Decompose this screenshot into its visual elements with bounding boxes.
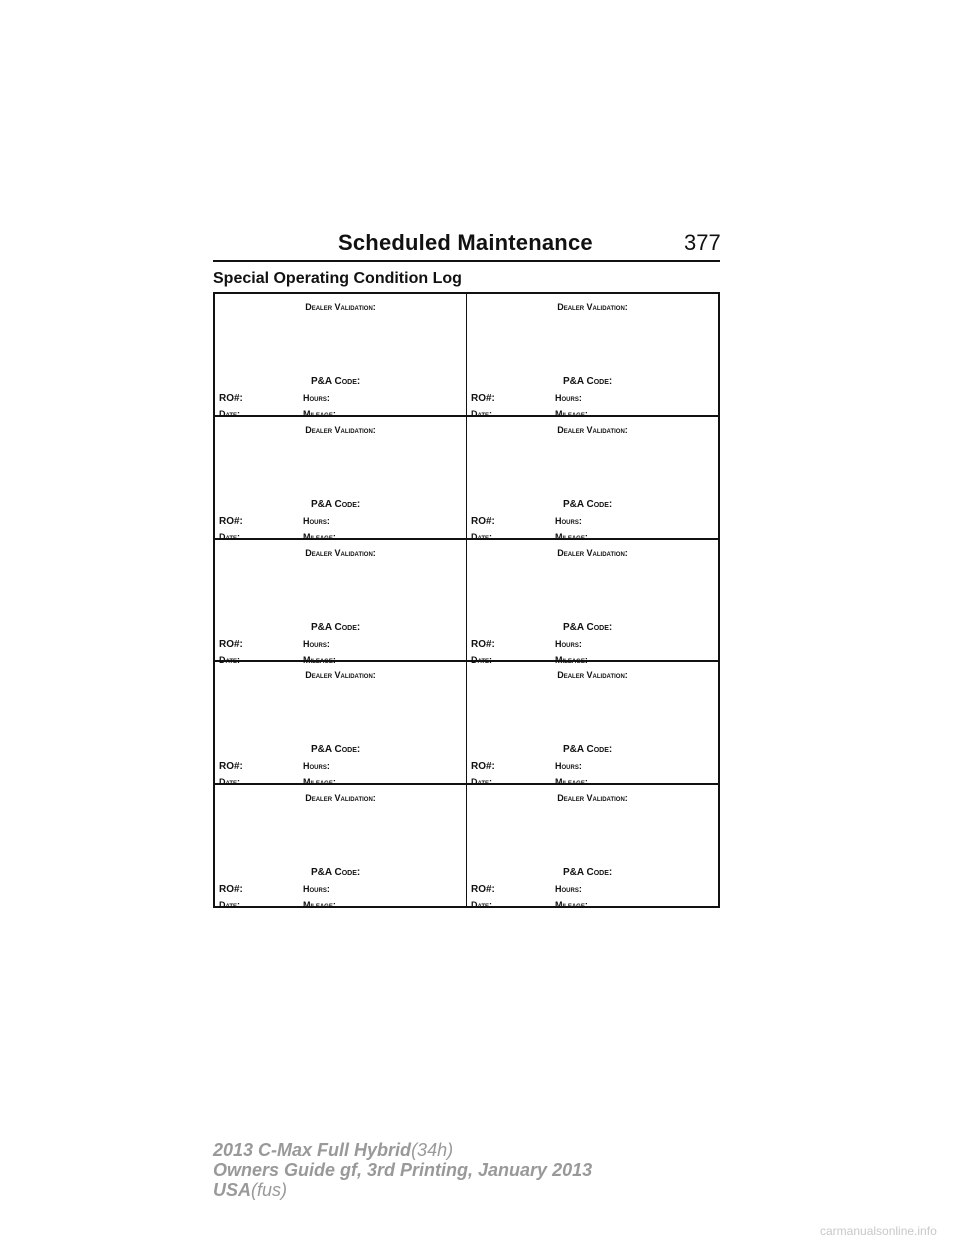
hours-label: Hours: <box>555 393 582 403</box>
document-footer <box>213 1140 592 1200</box>
ro-label: RO#: <box>219 761 243 773</box>
log-entry-cell <box>215 294 466 419</box>
hours-label: Hours: <box>303 515 330 526</box>
date-label: Date: <box>219 531 241 542</box>
hours-label: Hours: <box>303 761 330 772</box>
date-label: Date: <box>471 531 493 542</box>
log-entry-cell <box>215 417 466 542</box>
date-label: Date: <box>219 900 241 911</box>
mileage-label: Mileage: <box>303 531 336 542</box>
mileage-label: Mileage: <box>555 777 588 788</box>
ro-label: RO#: <box>471 515 495 527</box>
date-label: Date: <box>219 654 241 665</box>
footer-model-code: (34h) <box>411 1140 454 1160</box>
log-row <box>215 538 718 665</box>
pa-code-label: P&A Code: <box>563 744 613 756</box>
ro-label: RO#: <box>471 393 495 404</box>
footer-market-code: (fus) <box>251 1180 288 1200</box>
dealer-validation-label: Dealer Validation: <box>305 670 376 681</box>
hours-label: Hours: <box>303 884 330 895</box>
ro-label: RO#: <box>219 884 243 896</box>
footer-line-2: Owners Guide gf, 3rd Printing, January 2013 <box>213 1160 593 1180</box>
mileage-label: Mileage: <box>555 654 588 665</box>
log-row <box>215 415 718 542</box>
pa-code-label: P&A Code: <box>563 498 613 510</box>
page-header-title: Scheduled Maintenance <box>338 230 593 255</box>
dealer-validation-label: Dealer Validation: <box>305 547 376 558</box>
dealer-validation-label: Dealer Validation: <box>557 302 628 312</box>
ro-label: RO#: <box>471 638 495 650</box>
date-label: Date: <box>471 654 493 665</box>
page-number: 377 <box>684 230 721 255</box>
pa-code-label: P&A Code: <box>563 376 613 387</box>
hours-label: Hours: <box>555 761 582 772</box>
ro-label: RO#: <box>219 515 243 527</box>
log-entry-cell <box>466 785 718 911</box>
hours-label: Hours: <box>303 638 330 649</box>
hours-label: Hours: <box>555 515 582 526</box>
log-entry-cell <box>215 662 466 788</box>
date-label: Date: <box>471 900 493 911</box>
pa-code-label: P&A Code: <box>311 498 361 510</box>
hours-label: Hours: <box>555 638 582 649</box>
date-label: Date: <box>219 777 241 788</box>
log-entry-cell <box>466 417 718 542</box>
log-entry-cell <box>466 662 718 788</box>
log-entry-cell <box>215 540 466 665</box>
log-row <box>215 783 718 911</box>
dealer-validation-label: Dealer Validation: <box>557 547 628 558</box>
dealer-validation-label: Dealer Validation: <box>557 424 628 435</box>
pa-code-label: P&A Code: <box>563 867 613 879</box>
footer-line-1 <box>213 1140 592 1160</box>
mileage-label: Mileage: <box>555 531 588 542</box>
dealer-validation-label: Dealer Validation: <box>305 793 376 804</box>
ro-label: RO#: <box>219 393 243 404</box>
section-title: Special Operating Condition Log <box>213 270 462 287</box>
pa-code-label: P&A Code: <box>311 867 361 879</box>
pa-code-label: P&A Code: <box>563 621 613 633</box>
mileage-label: Mileage: <box>303 777 336 788</box>
dealer-validation-label: Dealer Validation: <box>557 670 628 681</box>
ro-label: RO#: <box>219 638 243 650</box>
mileage-label: Mileage: <box>303 654 336 665</box>
hours-label: Hours: <box>303 393 330 403</box>
ro-label: RO#: <box>471 761 495 773</box>
log-row <box>215 294 718 419</box>
mileage-label: Mileage: <box>303 409 336 419</box>
footer-model: 2013 C-Max Full Hybrid <box>213 1140 412 1160</box>
ro-label: RO#: <box>471 884 495 896</box>
watermark-text: carmanualsonline.info <box>820 1224 937 1238</box>
mileage-label: Mileage: <box>555 409 588 419</box>
log-row <box>215 660 718 788</box>
condition-log-table <box>213 292 720 911</box>
pa-code-label: P&A Code: <box>311 376 361 387</box>
footer-market: USA <box>213 1180 252 1200</box>
dealer-validation-label: Dealer Validation: <box>305 302 376 312</box>
mileage-label: Mileage: <box>555 900 588 911</box>
dealer-validation-label: Dealer Validation: <box>305 424 376 435</box>
hours-label: Hours: <box>555 884 582 895</box>
date-label: Date: <box>219 409 241 419</box>
log-entry-cell <box>466 540 718 665</box>
mileage-label: Mileage: <box>303 900 336 911</box>
dealer-validation-label: Dealer Validation: <box>557 793 628 804</box>
log-entry-cell <box>215 785 466 911</box>
pa-code-label: P&A Code: <box>311 621 361 633</box>
log-entry-cell <box>466 294 718 419</box>
pa-code-label: P&A Code: <box>311 744 361 756</box>
footer-line-3 <box>213 1180 592 1200</box>
date-label: Date: <box>471 777 493 788</box>
date-label: Date: <box>471 409 493 419</box>
header-rule <box>213 260 720 262</box>
